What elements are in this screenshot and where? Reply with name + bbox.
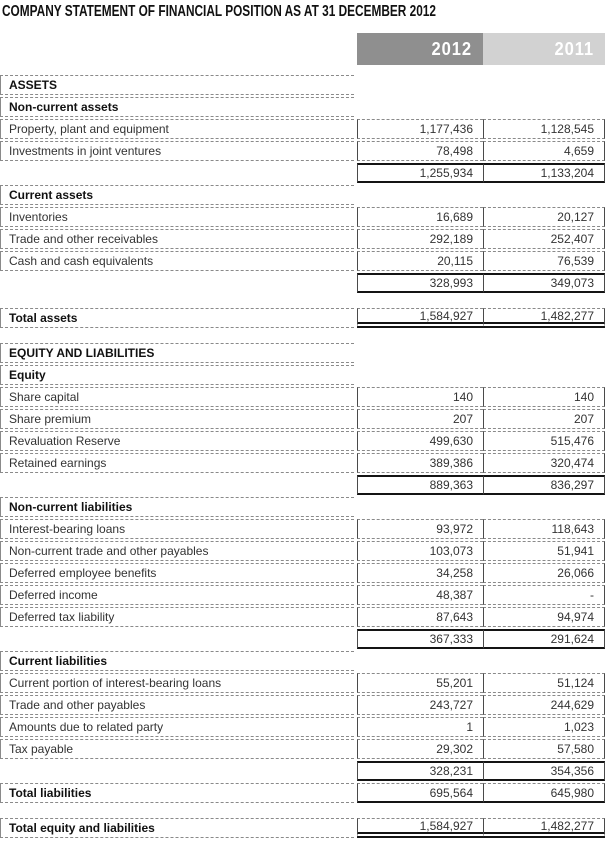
value-2011: 118,643 [483,519,605,539]
row-label [0,163,354,183]
subtotal-row [0,273,611,293]
value-2011: 354,356 [483,761,605,781]
subtotal-row [0,629,611,649]
section-header-row [0,365,611,385]
year-header-spacer [0,33,357,65]
year-header-row [0,33,611,65]
table-row [0,519,611,539]
value-2012: 1,177,436 [357,119,483,139]
value-2012: 1,584,927 [357,308,483,328]
financial-position-table [0,75,611,840]
value-2012: 328,993 [357,273,483,293]
total-row [0,783,611,803]
table-row [0,717,611,737]
value-2011: 51,124 [483,673,605,693]
row-label: Trade and other payables [0,695,354,715]
value-2011: 57,580 [483,739,605,759]
value-2012: 1,255,934 [357,163,483,183]
row-label: Cash and cash equivalents [0,251,354,271]
table-row [0,207,611,227]
table-row [0,387,611,407]
column-header-2012-label: 2012 [431,38,472,59]
table-row [0,695,611,715]
row-label: Total liabilities [0,783,354,803]
table-row [0,119,611,139]
row-label: Current portion of interest-bearing loans [0,673,354,693]
row-label: Deferred employee benefits [0,563,354,583]
value-2011: 4,659 [483,141,605,161]
value-2012: 78,498 [357,141,483,161]
column-header-2011 [483,33,605,65]
section-header-row [0,343,611,363]
table-row [0,431,611,451]
value-2012: 29,302 [357,739,483,759]
value-2011: 320,474 [483,453,605,473]
value-2012: 889,363 [357,475,483,495]
grand-total-row [0,308,611,328]
value-2011: 244,629 [483,695,605,715]
table-row [0,251,611,271]
value-2011: 1,482,277 [483,818,605,838]
row-label: Equity [0,365,354,385]
table-row [0,453,611,473]
row-label: ASSETS [0,75,354,95]
value-2012: 55,201 [357,673,483,693]
value-2012: 292,189 [357,229,483,249]
row-label: Property, plant and equipment [0,119,354,139]
row-label: Trade and other receivables [0,229,354,249]
subtotal-row [0,163,611,183]
value-2012: 34,258 [357,563,483,583]
row-label: Share capital [0,387,354,407]
table-gap [0,295,611,308]
row-label [0,273,354,293]
value-2011: 1,133,204 [483,163,605,183]
value-2012: 389,386 [357,453,483,473]
table-row [0,229,611,249]
row-label: Investments in joint ventures [0,141,354,161]
value-2011: 51,941 [483,541,605,561]
value-2011: 515,476 [483,431,605,451]
value-2011: - [483,585,605,605]
section-header-row [0,497,611,517]
value-2012: 207 [357,409,483,429]
value-2012: 243,727 [357,695,483,715]
value-2011: 94,974 [483,607,605,627]
row-label: Inventories [0,207,354,227]
row-label: Interest-bearing loans [0,519,354,539]
row-label: Tax payable [0,739,354,759]
row-label: Total equity and liabilities [0,818,354,838]
row-label: Amounts due to related party [0,717,354,737]
row-label [0,475,354,495]
section-header-row [0,651,611,671]
row-label: Non-current trade and other payables [0,541,354,561]
value-2012: 499,630 [357,431,483,451]
row-label: Current assets [0,185,354,205]
value-2012: 16,689 [357,207,483,227]
section-header-row [0,185,611,205]
value-2012: 328,231 [357,761,483,781]
value-2011: 140 [483,387,605,407]
table-row [0,141,611,161]
value-2011: 1,128,545 [483,119,605,139]
value-2012: 103,073 [357,541,483,561]
value-2011: 20,127 [483,207,605,227]
table-row [0,409,611,429]
row-label: Current liabilities [0,651,354,671]
value-2012: 367,333 [357,629,483,649]
value-2011: 291,624 [483,629,605,649]
row-label: EQUITY AND LIABILITIES [0,343,354,363]
table-row [0,585,611,605]
row-label: Non-current liabilities [0,497,354,517]
value-2012: 93,972 [357,519,483,539]
value-2011: 207 [483,409,605,429]
value-2012: 20,115 [357,251,483,271]
row-label: Share premium [0,409,354,429]
row-label: Non-current assets [0,97,354,117]
subtotal-row [0,761,611,781]
table-gap [0,805,611,818]
subtotal-row [0,475,611,495]
row-label [0,629,354,649]
column-header-2012 [357,33,483,65]
page-title: COMPANY STATEMENT OF FINANCIAL POSITION AS AT 31 DECEMBER 2012 [2,3,436,20]
value-2012: 1 [357,717,483,737]
table-row [0,541,611,561]
row-label: Total assets [0,308,354,328]
row-label: Retained earnings [0,453,354,473]
value-2011: 349,073 [483,273,605,293]
row-label: Deferred tax liability [0,607,354,627]
table-row [0,563,611,583]
value-2012: 87,643 [357,607,483,627]
row-label: Revaluation Reserve [0,431,354,451]
column-header-2011-label: 2011 [554,38,594,59]
value-2011: 1,482,277 [483,308,605,328]
value-2011: 645,980 [483,783,605,803]
value-2012: 1,584,927 [357,818,483,838]
section-header-row [0,97,611,117]
value-2011: 836,297 [483,475,605,495]
value-2011: 76,539 [483,251,605,271]
section-header-row [0,75,611,95]
grand-total-row [0,818,611,838]
value-2012: 48,387 [357,585,483,605]
value-2012: 695,564 [357,783,483,803]
value-2011: 252,407 [483,229,605,249]
table-row [0,673,611,693]
table-row [0,739,611,759]
value-2011: 1,023 [483,717,605,737]
value-2011: 26,066 [483,563,605,583]
value-2012: 140 [357,387,483,407]
table-gap [0,330,611,343]
row-label: Deferred income [0,585,354,605]
table-row [0,607,611,627]
row-label [0,761,354,781]
